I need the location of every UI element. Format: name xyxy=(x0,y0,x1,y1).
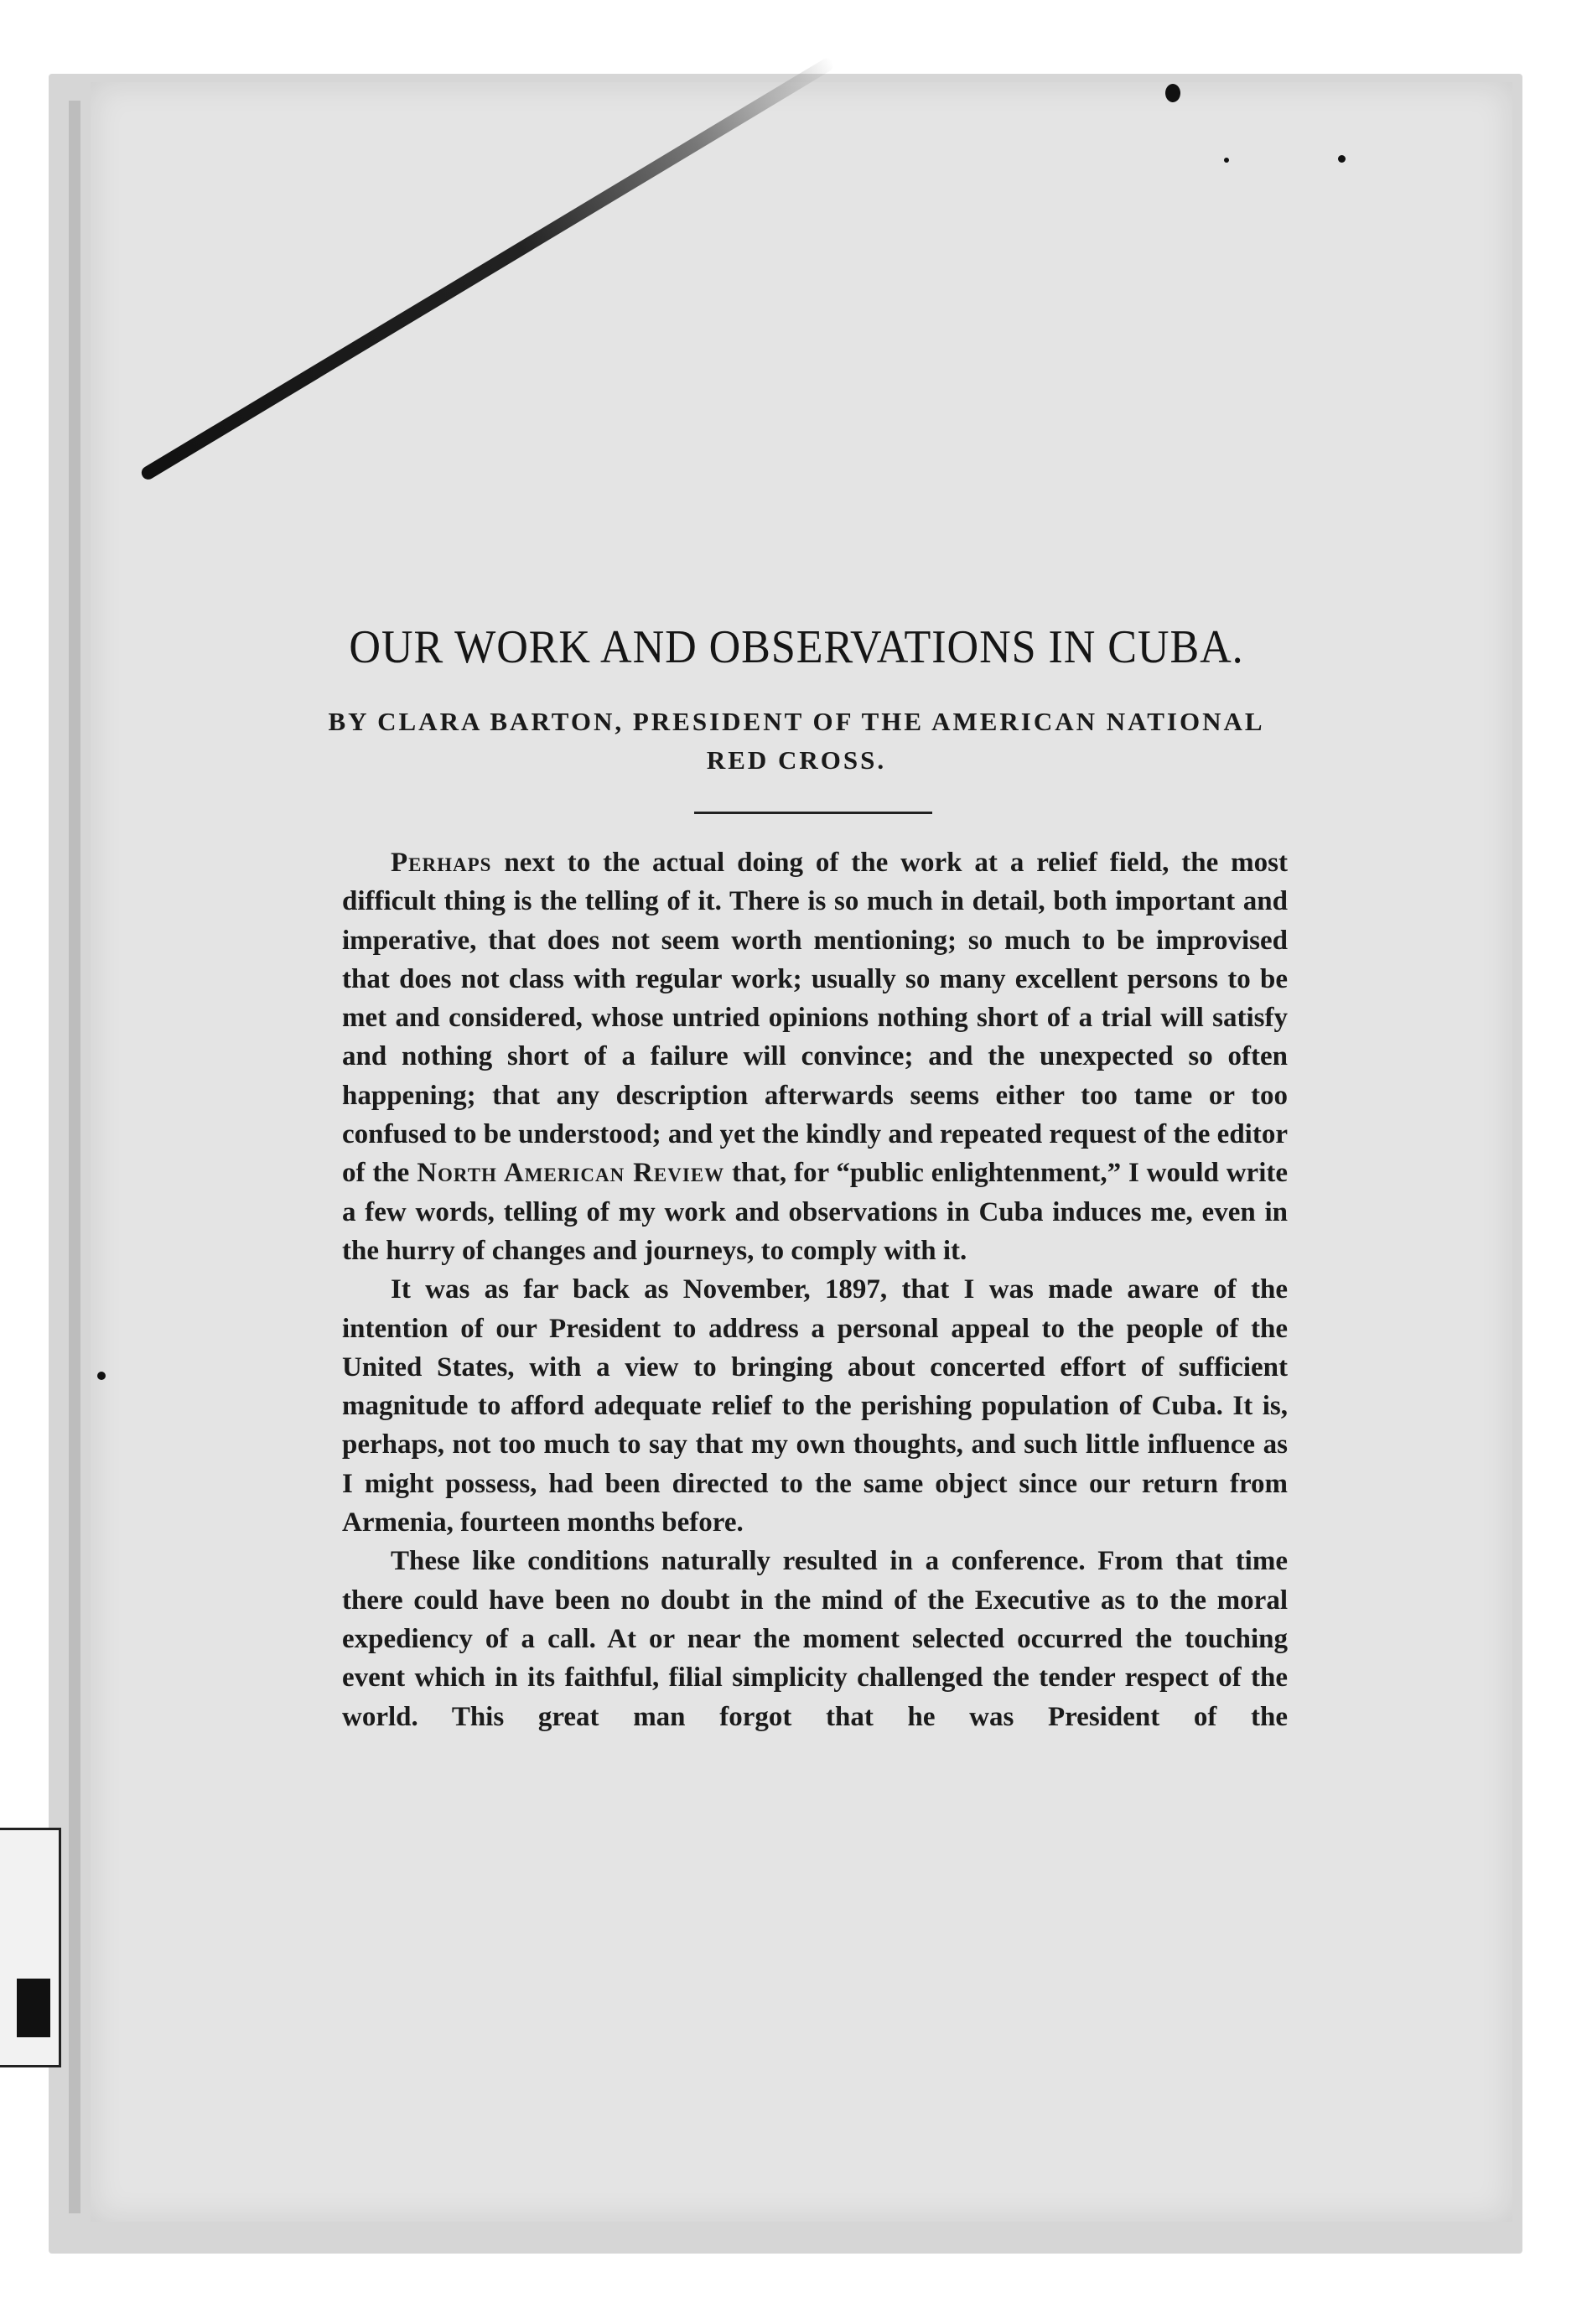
title-divider xyxy=(694,812,932,814)
paragraph-3: These like conditions naturally resulted in a conference. From that time there could have been no doubt in the mind of the Executive as to the moral expediency of a call. At or near the moment selected occurred the touching event which in its faithful, filial simplicity challenged the tender respect of the world. This great man forgot that he was President of the xyxy=(342,1546,1288,1732)
ink-speck xyxy=(1224,158,1229,163)
paragraph-lead-word: Perhaps xyxy=(391,848,492,878)
paragraph-1-text: next to the actual doing of the work at a relief field, the most difficult thing is the telling of it. There is so much in detail, both important and imperative, that does not seem worth mentioning; so much to be improvised that does not class with regular work; usually so many excellent persons to be met and considered, whose untried opinions nothing short of a trial will satisfy and nothing short of a failure will convince; and the unexpected so often happening; that any description afterwards seems either too tame or too confused to be understood; and yet the kindly and repeated request of the editor of the xyxy=(342,848,1288,1189)
review-name: North American Review xyxy=(417,1158,725,1189)
paragraph-2: It was as far back as November, 1897, that I was made aware of the intention of our President to address a personal appeal to the people of the United States, with a view to bringing about concerted effort of sufficient magnitude to afford adequate relief to the perishing population of Cuba. It is, perhaps, not too much to say that my own thoughts, and such little influence as I might possess, had been directed to the same object since our return from Armenia, fourteen months before. xyxy=(342,1274,1288,1538)
binding-edge xyxy=(69,101,80,2213)
ink-speck xyxy=(1165,84,1180,102)
byline-line-2: RED CROSS. xyxy=(706,745,887,775)
paragraph-1-text-cont: that, for “public enlightenment,” I would write a few words, telling of my work and observations in Cuba induces me, even in the hurry of changes and journeys, to comply with it. xyxy=(342,1158,1289,1266)
ink-speck xyxy=(1338,155,1346,163)
article-byline xyxy=(302,703,1291,780)
ink-speck xyxy=(97,1372,106,1380)
article-body xyxy=(342,843,1288,1736)
binder-clip-mark xyxy=(17,1979,50,2037)
byline-line-1: BY CLARA BARTON, PRESIDENT OF THE AMERICAN NATIONAL xyxy=(328,707,1265,736)
article-title: OUR WORK AND OBSERVATIONS IN CUBA. xyxy=(349,621,1244,673)
paragraph-1 xyxy=(342,843,1288,1270)
